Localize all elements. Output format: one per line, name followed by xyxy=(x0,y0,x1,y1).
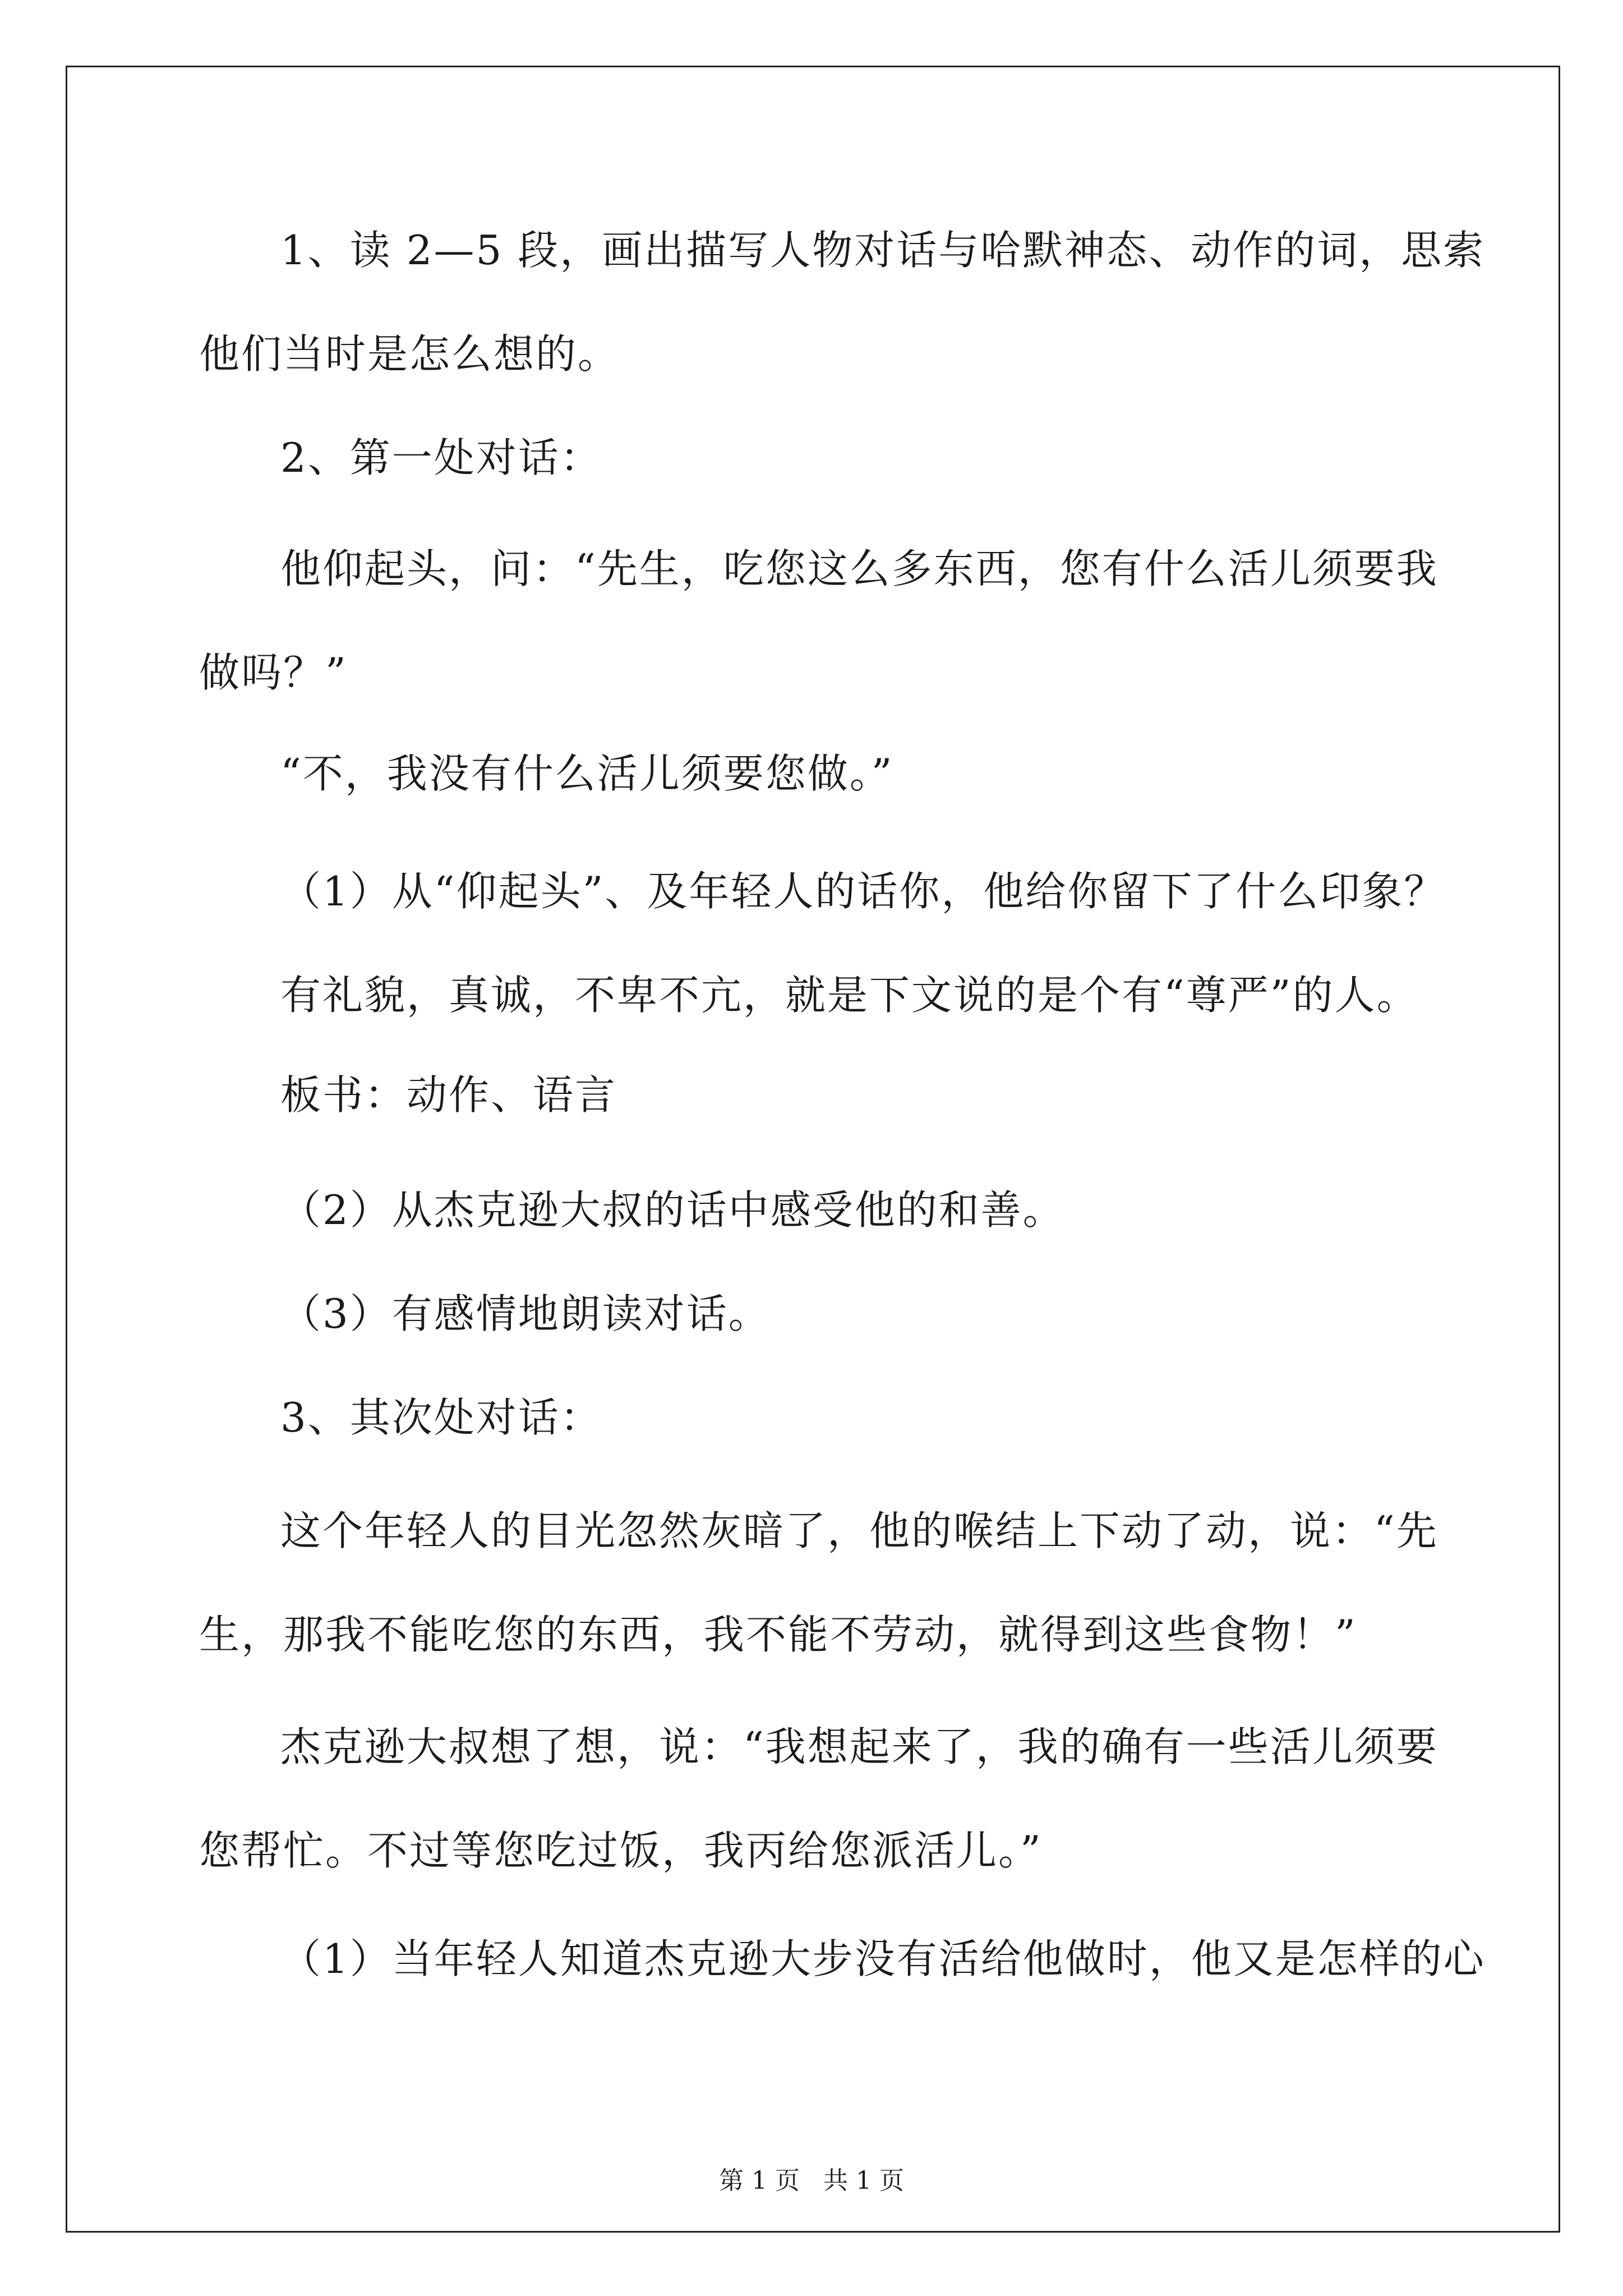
text-line: 您帮忙。不过等您吃过饭，我丙给您派活儿。” xyxy=(199,1827,1043,1874)
text-line: 这个年轻人的目光忽然灰暗了，他的喉结上下动了动，说：“先 xyxy=(280,1507,1438,1554)
text-line: 生，那我不能吃您的东西，我不能不劳动，就得到这些食物！” xyxy=(199,1611,1357,1658)
text-line: “不，我没有什么活儿须要您做。” xyxy=(280,750,894,797)
text-line: （1）从“仰起头”、及年轻人的话你，他给你留下了什么印象？ xyxy=(280,868,1446,915)
text-line: 他们当时是怎么想的。 xyxy=(199,330,620,378)
text-line: 1、读 2—5 段，画出描写人物对话与哈默神态、动作的词，思索 xyxy=(280,227,1486,274)
text-line: 有礼貌，真诚，不卑不亢，就是下文说的是个有“尊严”的人。 xyxy=(280,972,1419,1019)
text-line: （2）从杰克逊大叔的话中感受他的和善。 xyxy=(280,1186,1065,1234)
text-line: （1）当年轻人知道杰克逊大步没有活给他做时，他又是怎样的心 xyxy=(280,1935,1486,1982)
page-footer: 第 1 页 共 1 页 xyxy=(719,2166,904,2195)
text-line: （3）有感情地朗读对话。 xyxy=(280,1290,771,1337)
text-line: 3、其次处对话： xyxy=(280,1394,602,1441)
page-border xyxy=(66,66,1560,2233)
text-line: 他仰起头，问：“先生，吃您这么多东西，您有什么活儿须要我 xyxy=(280,545,1438,592)
text-line: 2、第一处对话： xyxy=(280,434,602,481)
text-line: 做吗？” xyxy=(199,649,348,696)
text-line: 板书：动作、语言 xyxy=(280,1071,617,1119)
text-line: 杰克逊大叔想了想，说：“我想起来了，我的确有一些活儿须要 xyxy=(280,1723,1438,1770)
